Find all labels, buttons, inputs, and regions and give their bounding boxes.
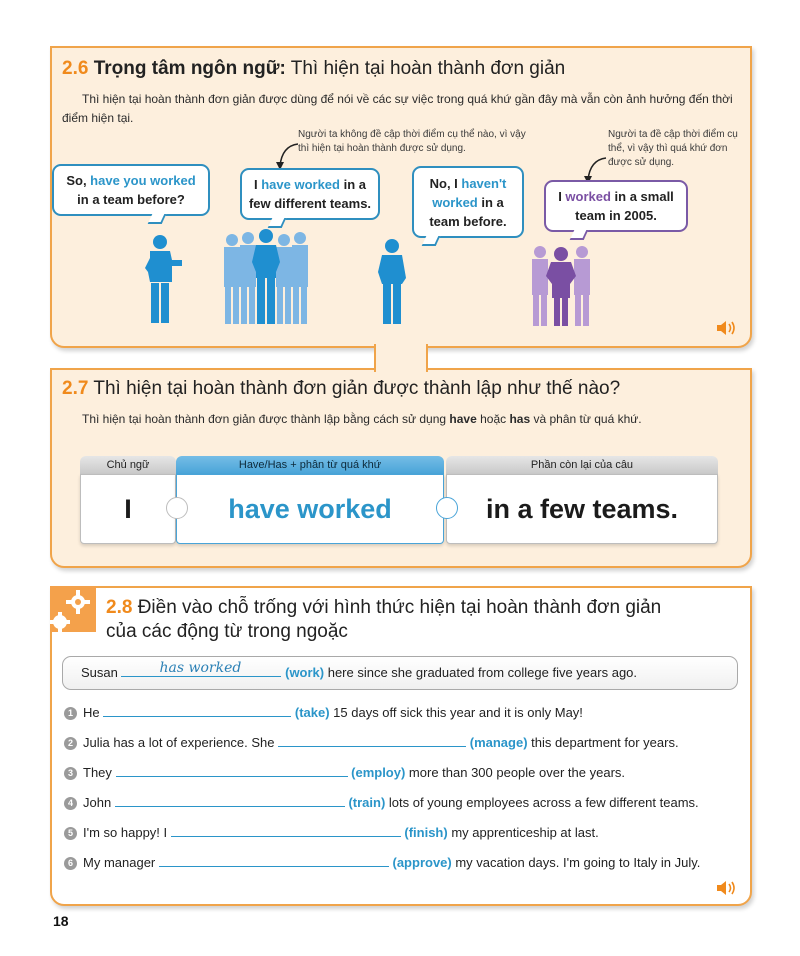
section-2-6-title: 2.6 Trọng tâm ngôn ngữ: Thì hiện tại hoàn thành đơn giản: [62, 58, 566, 79]
question-1: 1 He (take) 15 days off sick this year and it is only May!: [64, 703, 583, 722]
person-speaker-icon: [142, 234, 188, 326]
person-listener-icon: [374, 238, 414, 326]
speech-bubble-question: So, have you worked in a team before?: [52, 164, 210, 216]
group-of-people-icon: [220, 228, 316, 326]
section-2-8-panel: [50, 586, 752, 906]
page-number: 18: [53, 913, 69, 929]
section-2-7-panel: [50, 368, 752, 568]
question-2: 2 Julia has a lot of experience. She (manage) this department for years.: [64, 733, 679, 752]
example-sentence: Susan has worked (work) here since she graduated from college five years ago.: [62, 656, 738, 690]
section-2-7-title: 2.7 Thì hiện tại hoàn thành đơn giản được thành lập như thế nào?: [62, 378, 621, 399]
question-6: 6 My manager (approve) my vacation days. I'm going to Italy in July.: [64, 853, 700, 872]
question-4: 4 John (train) lots of young employees across a few different teams.: [64, 793, 699, 812]
note-past-simple: Người ta đề cập thời điểm cụ thể, vì vậy thì quá khứ đơn được sử dụng.: [608, 129, 738, 168]
speech-bubble-past-simple: I worked in a small team in 2005.: [544, 180, 688, 232]
section-2-7-intro: Thì hiện tại hoàn thành đơn giản được thành lập bằng cách sử dụng have hoặc has và phân từ quá khứ.: [82, 412, 642, 426]
speaker-icon[interactable]: [716, 320, 736, 336]
section-2-6-panel: [50, 46, 752, 348]
gear-icon-box: [50, 586, 96, 632]
answer-blank-1[interactable]: [103, 703, 291, 717]
puzzle-piece-subject: Chủ ngữ I: [80, 456, 176, 548]
answer-blank-2[interactable]: [278, 733, 466, 747]
answer-blank-3[interactable]: [116, 763, 348, 777]
gear-icon: [50, 586, 96, 632]
section-2-8-title: 2.8 Điền vào chỗ trống với hình thức hiện tại hoàn thành đơn giản của các động từ trong ngoặc: [106, 597, 662, 642]
answer-blank-5[interactable]: [171, 823, 401, 837]
answer-blank-4[interactable]: [115, 793, 345, 807]
speech-bubble-answer-have-worked: I have worked in a few different teams.: [240, 168, 380, 220]
speech-bubble-answer-havent-worked: No, I haven't worked in a team before.: [412, 166, 524, 238]
puzzle-knob: [166, 497, 188, 519]
puzzle-piece-rest-of-sentence: Phần còn lại của câu in a few teams.: [446, 456, 718, 548]
panel-connector: [374, 344, 428, 372]
note-present-perfect: Người ta không đề cập thời điểm cụ thể nào, vì vậy thì hiện tại hoàn thành được sử dụng.: [298, 129, 526, 154]
section-2-6-intro: Thì hiện tại hoàn thành đơn giản được dùng để nói về các sự việc trong quá khứ gần đây mà vẫn còn ảnh hưởng đến thời điểm hiện tại.: [62, 92, 733, 125]
question-3: 3 They (employ) more than 300 people over the years.: [64, 763, 625, 782]
question-5: 5 I'm so happy! I (finish) my apprenticeship at last.: [64, 823, 599, 842]
speaker-icon[interactable]: [716, 880, 736, 896]
puzzle-knob: [436, 497, 458, 519]
answer-blank-6[interactable]: [159, 853, 389, 867]
puzzle-piece-auxiliary-participle: Have/Has + phân từ quá khứ have worked: [176, 456, 444, 548]
group-purple-people-icon: [530, 244, 594, 328]
example-answer-blank: has worked: [121, 663, 281, 677]
